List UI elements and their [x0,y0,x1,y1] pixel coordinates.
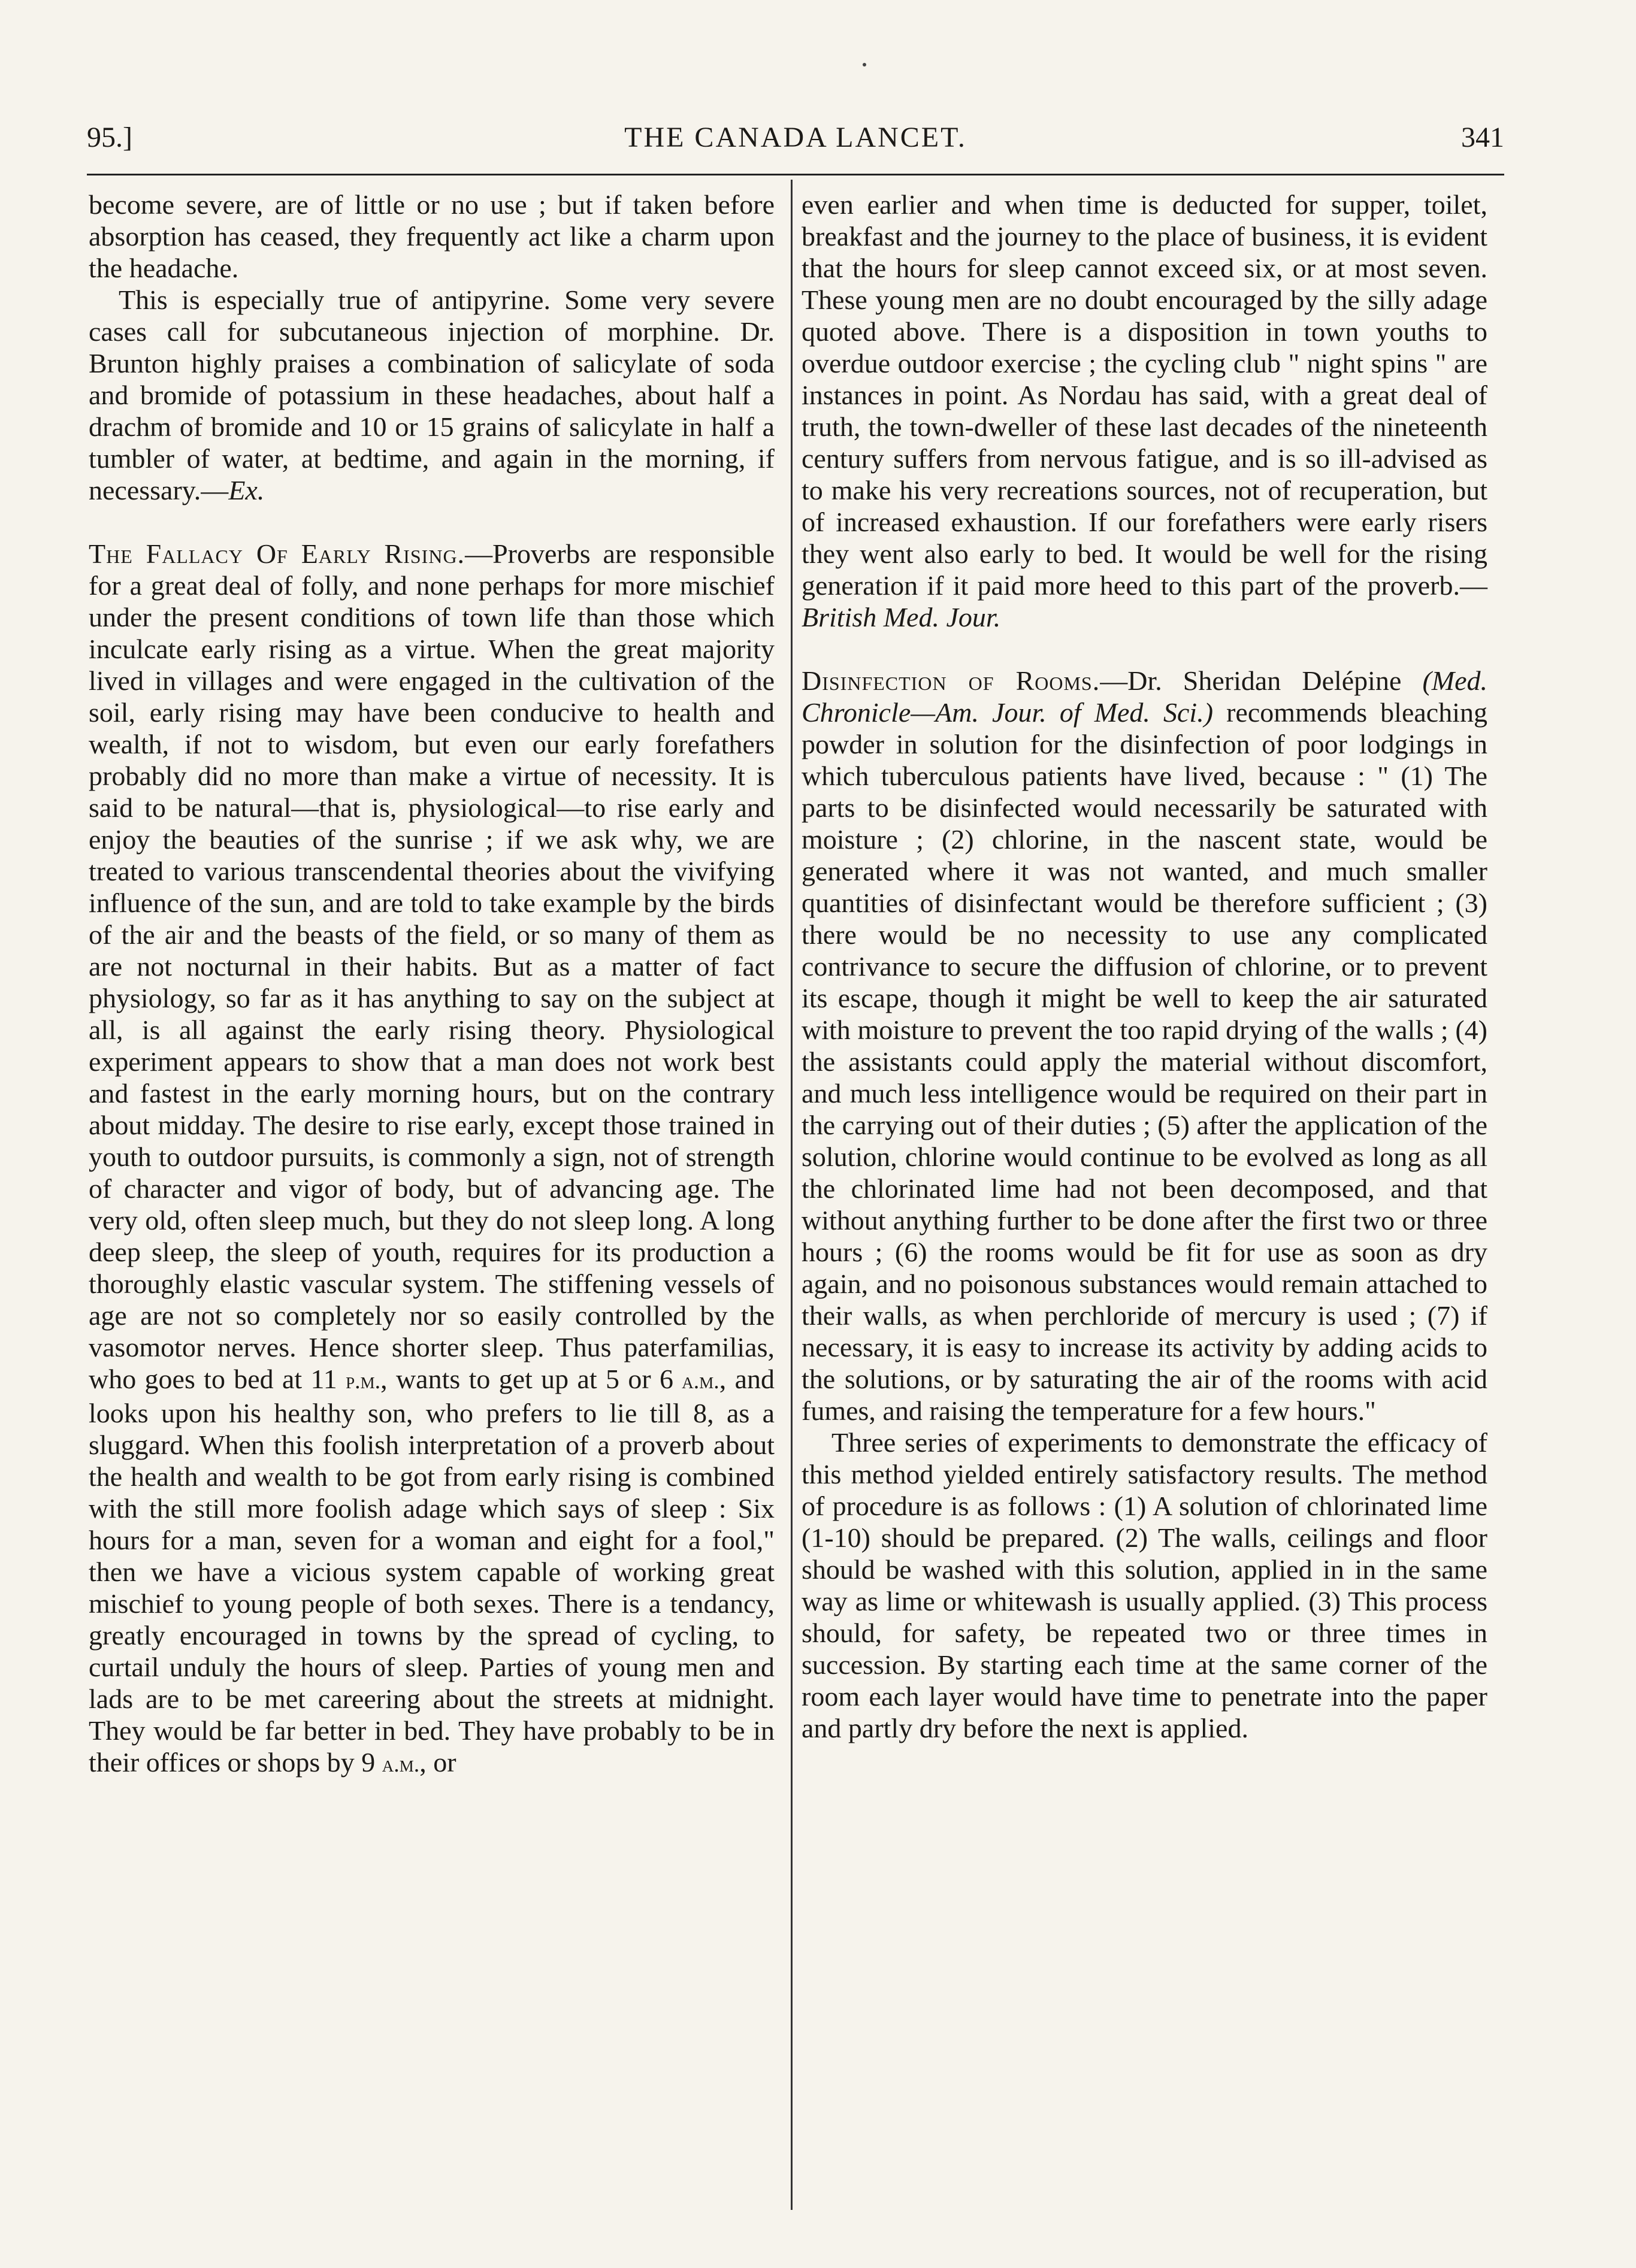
source-citation: British Med. Jour. [802,602,1001,632]
paragraph: even earlier and when time is deducted for supper, toilet, breakfast and the journey to the place of business, it is evident that the hours for sleep cannot exceed six, or at most seven. These young men are no doubt encouraged by the silly adage quoted above. There is a disposition in town youths to overdue outdoor exercise ; the cycling club " night spins " are instances in point. As Nordau has said, with a great deal of truth, the town-dweller of these last decades of the nineteenth century suffers from nervous fatigue, and is so ill-advised as to make his very recreations sources, not of recuperation, but of increased exhaustion. If our forefathers were early risers they went also early to bed. It would be well for the rising generation if it paid more heed to this part of the proverb.—British Med. Jour. [802,189,1487,632]
article-heading: Disinfection of Rooms. [802,665,1100,696]
column-rule [791,180,793,2210]
journal-title: THE CANADA LANCET. [624,122,967,153]
source-citation: Ex. [228,475,265,505]
article-disinfection: Disinfection of Rooms.—Dr. Sheridan Delépine (Med. Chronicle—Am. Jour. of Med. Sci.) recommends bleaching powder in solution for the disinfection of poor lodgings in which tuberculous patients have lived, because : " (1) The parts to be disinfected would necessarily be saturated with moisture ; (2) chlorine, in the nascent state, would be generated where it was not wanted, and much smaller quantities of disinfectant would be therefore sufficient ; (3) there would be no necessity to use any complicated contrivance to secure the diffusion of chlorine, or to prevent its escape, though it might be well to keep the air saturated with moisture to prevent the too rapid drying of the walls ; (4) the assistants could apply the material without discomfort, and much less intelligence would be required on their part in the carrying out of their duties ; (5) after the application of the solution, chlorine would continue to be evolved as long as all the chlorinated lime had not been decomposed, and that without anything further to be done after the first two or three hours ; (6) the rooms would be fit for use as soon as dry again, and no poisonous substances would remain attached to their walls, as when perchloride of mercury is used ; (7) if necessary, it is easy to increase its activity by adding acids to the solutions, or by saturating the air of the rooms with acid fumes, and raising the temperature for a few hours." [802,665,1487,1426]
article-heading: The Fallacy Of Early Rising. [89,538,465,569]
page-number: 341 [1461,122,1504,153]
left-column [89,189,775,1812]
paragraph: become severe, are of little or no use ; but if taken before absorption has ceased, they frequently act like a charm upon the headache. [89,189,775,283]
article-early-rising: The Fallacy Of Early Rising.—Proverbs are responsible for a great deal of folly, and none perhaps for more mischief under the present conditions of town life than those which inculcate early rising as a virtue. When the great majority lived in villages and were engaged in the cultivation of the soil, early rising may have been conducive to health and wealth, if not to wisdom, but even our early forefathers probably did no more than make a virtue of necessity. It is said to be natural—that is, physiological—to rise early and enjoy the beauties of the sunrise ; if we ask why, we are treated to various transcendental theories about the vivifying influence of the sun, and are told to take example by the birds of the air and the beasts of the field, or so many of them as are not nocturnal in their habits. But as a matter of fact physiology, so far as it has anything to say on the subject at all, is all against the early rising theory. Physiological experiment appears to show that a man does not work best and fastest in the early morning hours, but on the contrary about midday. The desire to rise early, except those trained in youth to outdoor pursuits, is commonly a sign, not of strength of character and vigor of body, but of advancing age. The very old, often sleep much, but they do not sleep long. A long deep sleep, the sleep of youth, requires for its production a thoroughly elastic vascular system. The stiffening vessels of age are not so completely nor so easily controlled by the vasomotor nerves. Hence shorter sleep. Thus paterfamilias, who goes to bed at 11 p.m., wants to get up at 5 or 6 a.m., and looks upon his healthy son, who prefers to lie till 8, as a sluggard. When this foolish interpretation of a proverb about the health and wealth to be got from early rising is combined with the still more foolish adage which says of sleep : Six hours for a man, seven for a woman and eight for a fool," then we have a vicious system capable of working great mischief to young people of both sexes. There is a tendancy, greatly encouraged in towns by the spread of cycling, to curtail unduly the hours of sleep. Parties of young men and lads are to be met careering about the streets at midnight. They would be far better in bed. They have probably to be in their offices or shops by 9 a.m., or [89,538,775,1778]
running-header [87,121,1504,163]
page-mark [863,63,866,66]
paragraph: Three series of experiments to demonstrate the efficacy of this method yielded entirely satisfactory results. The method of procedure is as follows : (1) A solution of chlorinated lime (1-10) should be prepared. (2) The walls, ceilings and floor should be washed with this solution, applied in in the same way as lime or whitewash is usually applied. (3) This process should, for safety, be repeated two or three times in succession. By starting each time at the same corner of the room each layer would have time to penetrate into the paper and partly dry before the next is applied. [802,1427,1487,1743]
paragraph: This is especially true of antipyrine. Some very severe cases call for subcutaneous injection of morphine. Dr. Brunton highly praises a combination of salicylate of soda and bromide of potassium in these headaches, about half a drachm of bromide and 10 or 15 grains of salicylate in half a tumbler of water, at bedtime, and again in the morning, if necessary.—Ex. [89,284,775,505]
right-column [802,189,1487,1744]
source-citation: (Med. Chronicle—Am. Jour. of Med. Sci.) [802,665,1487,728]
header-rule [87,174,1504,175]
volume-number: 95.] [87,122,132,153]
